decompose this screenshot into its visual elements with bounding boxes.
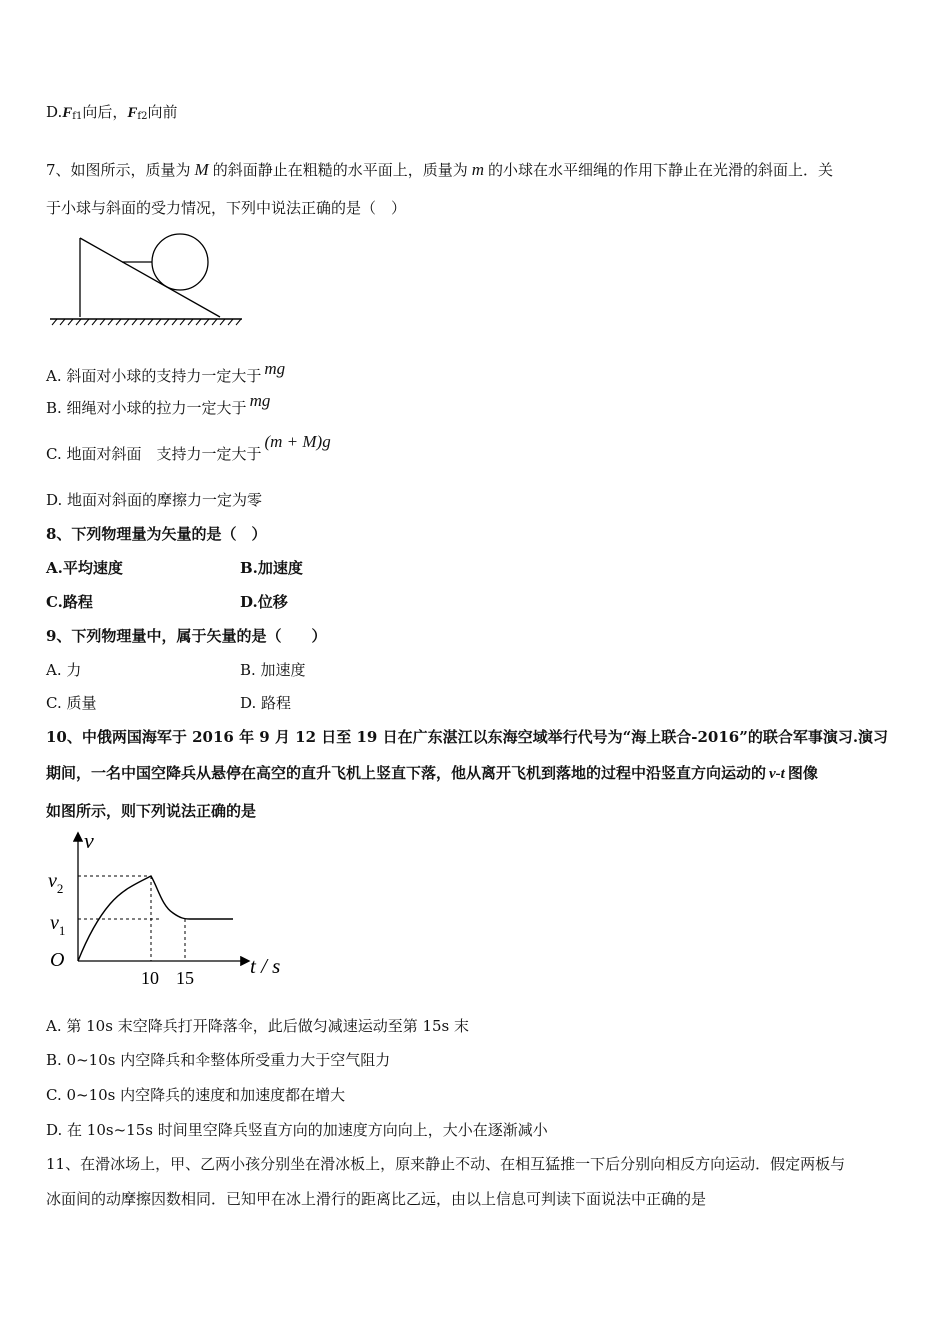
ground-hatching (52, 319, 241, 325)
q10-option-a: A. 第 10s 末空降兵打开降落伞，此后做匀减速运动至第 15s 末 (46, 1017, 470, 1035)
q8-option-a: A.平均速度 (46, 559, 123, 577)
vt-origin-label: O (50, 949, 65, 971)
q10-option-d: D. 在 10s~15s 时间里空降兵竖直方向的加速度方向向上，大小在逐渐减小 (46, 1121, 548, 1139)
q9-option-b: B. 加速度 (240, 661, 306, 679)
q8-option-c: C.路程 (46, 593, 93, 611)
vt-tick-10: 10 (141, 968, 159, 988)
vt-tick-15: 15 (176, 968, 194, 988)
q7-stem-line2: 于小球与斜面的受力情况，下列中说法正确的是（ ） (46, 199, 407, 217)
q8-option-b: B.加速度 (240, 559, 303, 577)
vt-v1-label: $v_1$ (50, 912, 66, 938)
q6-option-d: $D.F_{f1}$向后，$F_{f2}$向前 (46, 103, 178, 122)
q10-stem-line3: 如图所示，则下列说法正确的是 (46, 802, 257, 820)
ball (152, 234, 208, 290)
q7-option-c: C. 地面对斜面 支持力一定大于(m + M)g (46, 432, 331, 463)
q10-option-c: C. 0~10s 内空降兵的速度和加速度都在增大 (46, 1086, 346, 1104)
incline-ball-figure (46, 230, 246, 330)
q11-stem-line2: 冰面间的动摩擦因数相同．已知甲在冰上滑行的距离比乙远，由以上信息可判读下面说法中正确的是 (46, 1190, 707, 1208)
q7-option-d: D. 地面对斜面的摩擦力一定为零 (46, 491, 263, 509)
vt-y-axis-label: v (84, 828, 94, 853)
q9-option-d: D. 路程 (240, 694, 292, 712)
q7-option-b: B. 细绳对小球的拉力一定大于 mg (46, 391, 271, 417)
q9-option-c: C. 质量 (46, 694, 97, 712)
q9-stem: 9、下列物理量中，属于矢量的是（ ） (46, 627, 327, 645)
q8-stem: 8、下列物理量为矢量的是（ ） (46, 525, 267, 543)
velocity-curve (78, 876, 233, 961)
q8-option-d: D.位移 (240, 593, 288, 611)
q10-option-b: B. 0~10s 内空降兵和伞整体所受重力大于空气阻力 (46, 1051, 391, 1069)
q7-option-a: A. 斜面对小球的支持力一定大于 mg (46, 359, 286, 385)
q10-stem-line2: 期间，一名中国空降兵从悬停在高空的直升飞机上竖直下落，他从离开飞机到落地的过程中沿竖直方向运动的 v-t 图像 (46, 764, 818, 782)
q11-stem-line1: 11、在滑冰场上，甲、乙两小孩分别坐在滑冰板上，原来静止不动、在相互猛推一下后分别向相反方向运动．假定两板与 (46, 1155, 846, 1173)
vt-graph (40, 826, 290, 992)
q9-option-a: A. 力 (46, 661, 82, 679)
q10-stem-line1: 10、中俄两国海军于 2016 年 9 月 12 日至 19 日在广东湛江以东海空域举行代号为“海上联合-2016”的联合军事演习.演习 (46, 728, 889, 746)
vt-x-axis-label: t / s (250, 954, 281, 978)
q7-stem-line1: 7、如图所示，质量为 M 的斜面静止在粗糙的水平面上，质量为 m 的小球在水平细绳的作用下静止在光滑的斜面上．关 (46, 160, 834, 179)
vt-v2-label: $v_2$ (48, 870, 64, 896)
incline-slope (80, 238, 220, 317)
